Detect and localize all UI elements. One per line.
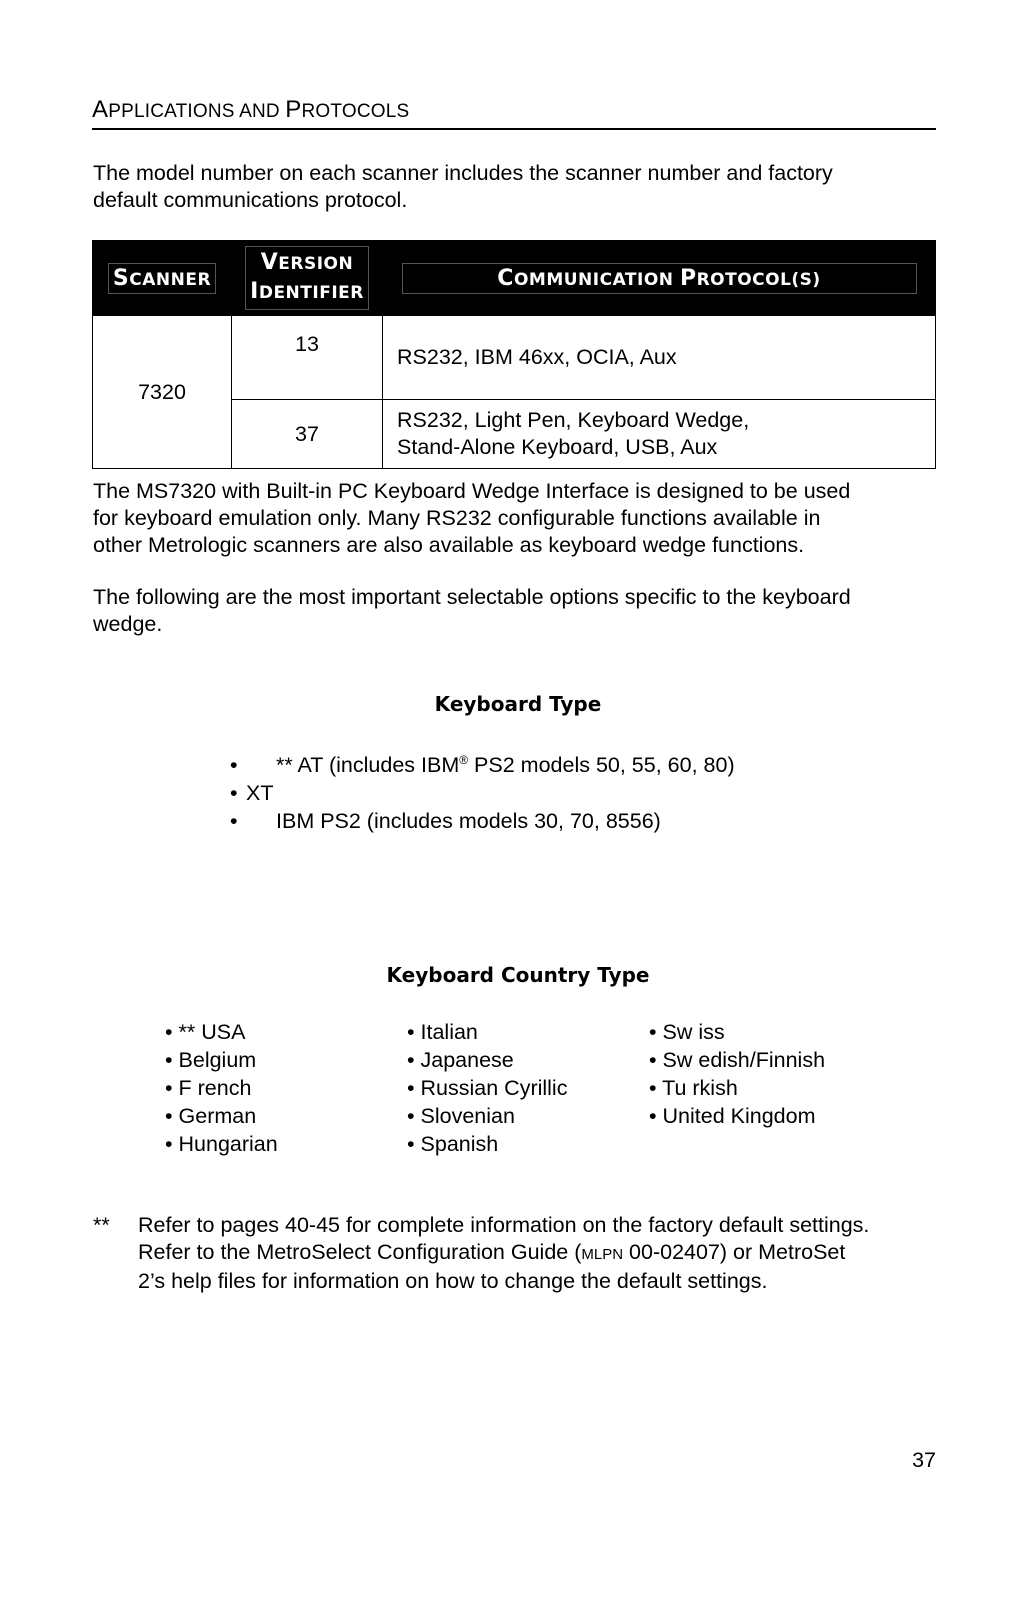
protocol-table <box>92 240 936 469</box>
bullet-icon: • <box>407 1104 421 1128</box>
list-item <box>165 1046 278 1074</box>
item-text: IBM PS2 (includes models 30, 70, 8556) <box>276 809 661 834</box>
country-text: Belgium <box>178 1048 257 1072</box>
bullet-icon: • <box>165 1132 179 1156</box>
hdr-rest: DENTIFIER <box>258 283 364 303</box>
hdr-cap: V <box>260 250 279 275</box>
country-text: Tu rkish <box>662 1076 738 1100</box>
footnote-line: 2’s help files for information on how to change the default settings. <box>138 1269 768 1293</box>
list-item <box>165 1074 278 1102</box>
bullet-icon: • <box>230 809 238 834</box>
list-item <box>230 779 735 807</box>
protocol-cell <box>383 400 936 469</box>
heading-rest-a: PPLICATIONS AND <box>108 101 286 122</box>
header-scanner <box>93 241 232 316</box>
hdr-rest: CANNER <box>129 269 212 290</box>
bullet-icon: • <box>165 1076 179 1100</box>
list-item <box>230 807 735 835</box>
country-text: Italian <box>420 1020 478 1044</box>
heading-cap-a: A <box>92 96 109 123</box>
footnote-part: Refer to the MetroSelect Configuration Guide ( <box>138 1240 582 1264</box>
country-text: German <box>178 1104 257 1128</box>
table-header-row <box>93 241 936 316</box>
section-heading <box>92 96 936 130</box>
country-text: Sw edish/Finnish <box>662 1048 826 1072</box>
bullet-icon: • <box>230 781 238 806</box>
hdr-rest: ERSION <box>278 254 354 274</box>
protocol-cell <box>383 316 936 400</box>
country-text: Sw iss <box>662 1020 725 1044</box>
intro-paragraph <box>93 160 943 214</box>
list-item <box>649 1046 825 1074</box>
header-communication-protocols <box>383 241 936 316</box>
list-item <box>407 1018 567 1046</box>
hdr-cap: S <box>112 265 130 291</box>
list-item <box>407 1130 567 1158</box>
heading-rest-p: ROTOCOLS <box>301 101 410 122</box>
page-number: 37 <box>912 1448 936 1472</box>
item-text: PS2 models 50, 55, 60, 80) <box>468 753 735 778</box>
keyboard-type-title: Keyboard Type <box>434 692 602 716</box>
registered-mark: ® <box>459 753 469 767</box>
footnote-part: 00-02407) or MetroSet <box>623 1240 846 1264</box>
country-column-1 <box>165 1018 278 1158</box>
para-line: for keyboard emulation only. Many RS232 configurable functions available in <box>93 506 821 530</box>
intro-line: default communications protocol. <box>93 188 408 212</box>
country-text: ** USA <box>178 1020 246 1044</box>
list-item <box>165 1018 278 1046</box>
hdr-cap: P <box>679 265 697 291</box>
bullet-icon: • <box>165 1104 179 1128</box>
footnote-line: Refer to pages 40-45 for complete information on the factory default settings. <box>138 1213 870 1237</box>
footnote-text <box>138 1212 938 1295</box>
country-text: Russian Cyrillic <box>420 1076 568 1100</box>
footnote-marker: ** <box>93 1213 110 1237</box>
bullet-icon: • <box>165 1020 179 1044</box>
header-version-identifier <box>232 241 383 316</box>
hdr-cap: I <box>250 279 259 304</box>
country-column-3 <box>649 1018 825 1130</box>
hdr-rest: ROTOCOL(S) <box>696 269 821 290</box>
intro-line: The model number on each scanner includes the scanner number and factory <box>93 161 833 185</box>
country-text: F rench <box>178 1076 252 1100</box>
bullet-icon: • <box>649 1048 663 1072</box>
bullet-icon: • <box>649 1020 663 1044</box>
para-line: wedge. <box>93 612 163 636</box>
version-cell: 37 <box>232 400 383 469</box>
bullet-icon: • <box>407 1076 421 1100</box>
list-item <box>230 746 735 779</box>
keyboard-type-list <box>230 746 735 835</box>
hdr-rest: OMMUNICATION <box>513 269 680 290</box>
item-text: XT <box>246 781 274 806</box>
para-line: other Metrologic scanners are also available as keyboard wedge functions. <box>93 533 805 557</box>
bullet-icon: • <box>407 1132 421 1156</box>
country-text: Hungarian <box>178 1132 278 1156</box>
bullet-icon: • <box>407 1048 421 1072</box>
scanner-cell: 7320 <box>93 316 232 469</box>
list-item <box>649 1074 825 1102</box>
bullet-icon: • <box>230 753 238 778</box>
bullet-icon: • <box>649 1104 663 1128</box>
footnote-line <box>138 1239 938 1268</box>
list-item <box>649 1102 825 1130</box>
country-text: Spanish <box>420 1132 499 1156</box>
country-column-2 <box>407 1018 567 1158</box>
para-line: The following are the most important selectable options specific to the keyboard <box>93 585 851 609</box>
country-type-title: Keyboard Country Type <box>386 963 650 987</box>
protocol-line: RS232, IBM 46xx, OCIA, Aux <box>397 345 677 369</box>
list-item <box>649 1018 825 1046</box>
list-item <box>165 1130 278 1158</box>
list-item <box>407 1046 567 1074</box>
bullet-icon: • <box>407 1020 421 1044</box>
heading-cap-p: P <box>285 96 302 123</box>
country-text: United Kingdom <box>662 1104 816 1128</box>
wedge-paragraph <box>93 478 943 559</box>
list-item <box>165 1102 278 1130</box>
country-text: Slovenian <box>420 1104 515 1128</box>
bullet-icon: • <box>165 1048 179 1072</box>
item-text: ** AT (includes IBM <box>276 753 460 778</box>
protocol-line: Stand-Alone Keyboard, USB, Aux <box>397 435 718 459</box>
options-paragraph <box>93 584 943 638</box>
para-line: The MS7320 with Built-in PC Keyboard Wedge Interface is designed to be used <box>93 479 851 503</box>
table-row <box>93 316 936 400</box>
bullet-icon: • <box>649 1076 663 1100</box>
list-item <box>407 1102 567 1130</box>
protocol-line: RS232, Light Pen, Keyboard Wedge, <box>397 408 750 432</box>
country-text: Japanese <box>420 1048 514 1072</box>
hdr-cap: C <box>497 265 514 291</box>
mlpn-label: MLPN <box>581 1246 624 1263</box>
version-cell: 13 <box>232 316 383 400</box>
list-item <box>407 1074 567 1102</box>
